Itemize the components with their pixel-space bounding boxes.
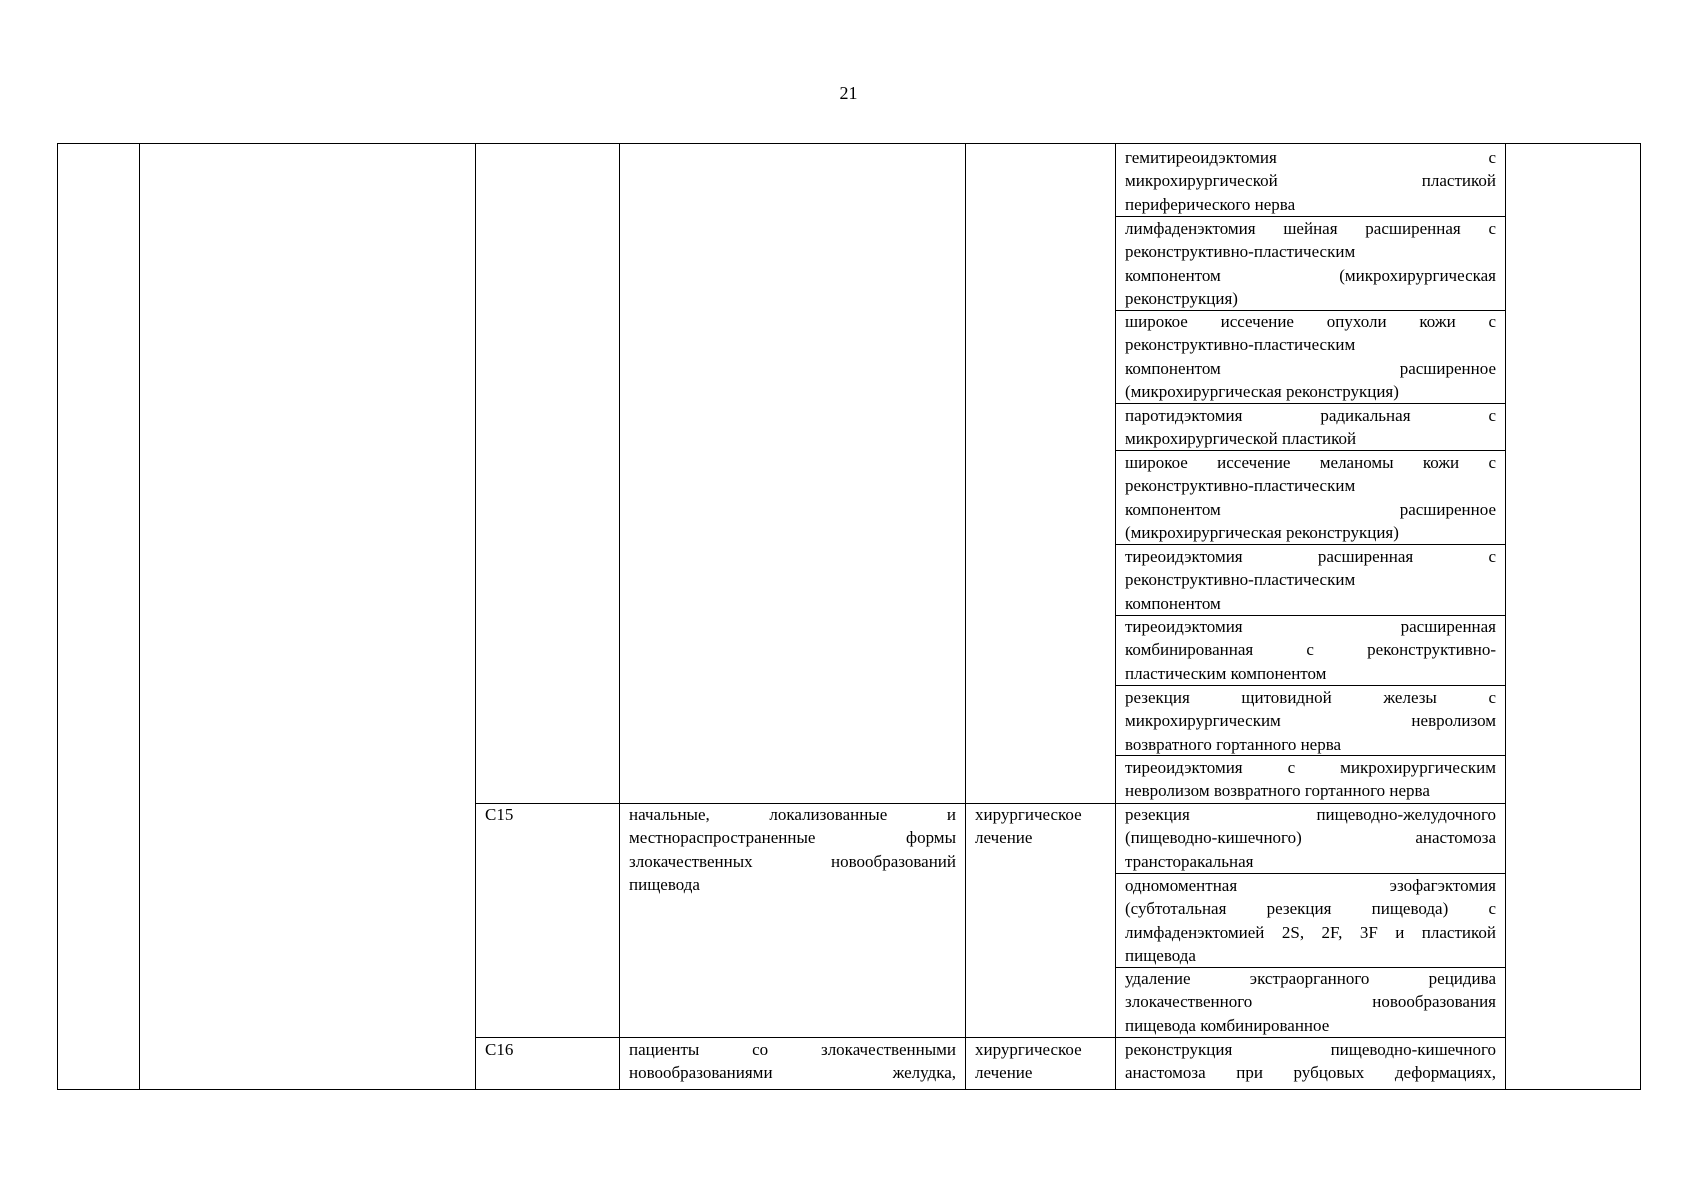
- procedure-cell: лимфаденэктомия шейная расширенная с реконструктивно-пластическим компонентом (микрохирургическая реконструкция): [1125, 219, 1496, 309]
- column-divider: [139, 144, 140, 1089]
- procedure-cell: тиреоидэктомия с микрохирургическим невролизом возвратного гортанного нерва: [1125, 758, 1496, 801]
- column-divider: [1505, 144, 1506, 1089]
- diagnosis-code: C15: [485, 805, 514, 824]
- procedure-cell: тиреоидэктомия расширенная с реконструктивно-пластическим компонентом: [1125, 547, 1496, 613]
- procedure-cell: широкое иссечение опухоли кожи с реконструктивно-пластическим компонентом расширенное (микрохирургическая реконструкция): [1125, 312, 1496, 402]
- procedure-cell: резекция пищеводно-желудочного (пищеводно-кишечного) анастомоза трансторакальная: [1125, 805, 1496, 871]
- column-divider: [965, 144, 966, 1089]
- procedure-cell: широкое иссечение меланомы кожи с реконструктивно-пластическим компонентом расширенное (микрохирургическая реконструкция): [1125, 453, 1496, 543]
- procedure-cell: удаление экстраорганного рецидива злокачественного новообразования пищевода комбинированное: [1125, 969, 1496, 1035]
- column-divider: [619, 144, 620, 1089]
- treatment-type: хирургическое лечение: [975, 805, 1082, 848]
- page-number: 21: [839, 83, 858, 103]
- procedure-cell: тиреоидэктомия расширенная комбинированная с реконструктивно- пластическим компонентом: [1125, 617, 1496, 683]
- procedure-cell: гемитиреоидэктомия с микрохирургической пластикой периферического нерва: [1125, 148, 1496, 214]
- treatment-type: хирургическое лечение: [975, 1040, 1082, 1083]
- procedure-cell: реконструкция пищеводно-кишечного анастомоза при рубцовых деформациях,: [1125, 1040, 1496, 1083]
- procedure-cell: одномоментная эзофагэктомия (субтотальная резекция пищевода) с лимфаденэктомией 2S, 2F, 3F и пластикой пищевода: [1125, 876, 1496, 966]
- procedure-cell: резекция щитовидной железы с микрохирургическим невролизом возвратного гортанного нерва: [1125, 688, 1496, 754]
- diagnosis-code: C16: [485, 1040, 514, 1059]
- diagnosis-description: пациенты со злокачественными новообразованиями желудка,: [629, 1040, 956, 1083]
- column-divider: [475, 144, 476, 1089]
- procedure-cell: паротидэктомия радикальная с микрохирургической пластикой: [1125, 406, 1496, 449]
- diagnosis-description: начальные, локализованные и местнораспространенные формы злокачественных новообразований пищевода: [629, 805, 956, 895]
- medical-procedures-table: [57, 143, 1641, 1090]
- column-divider: [1115, 144, 1116, 1089]
